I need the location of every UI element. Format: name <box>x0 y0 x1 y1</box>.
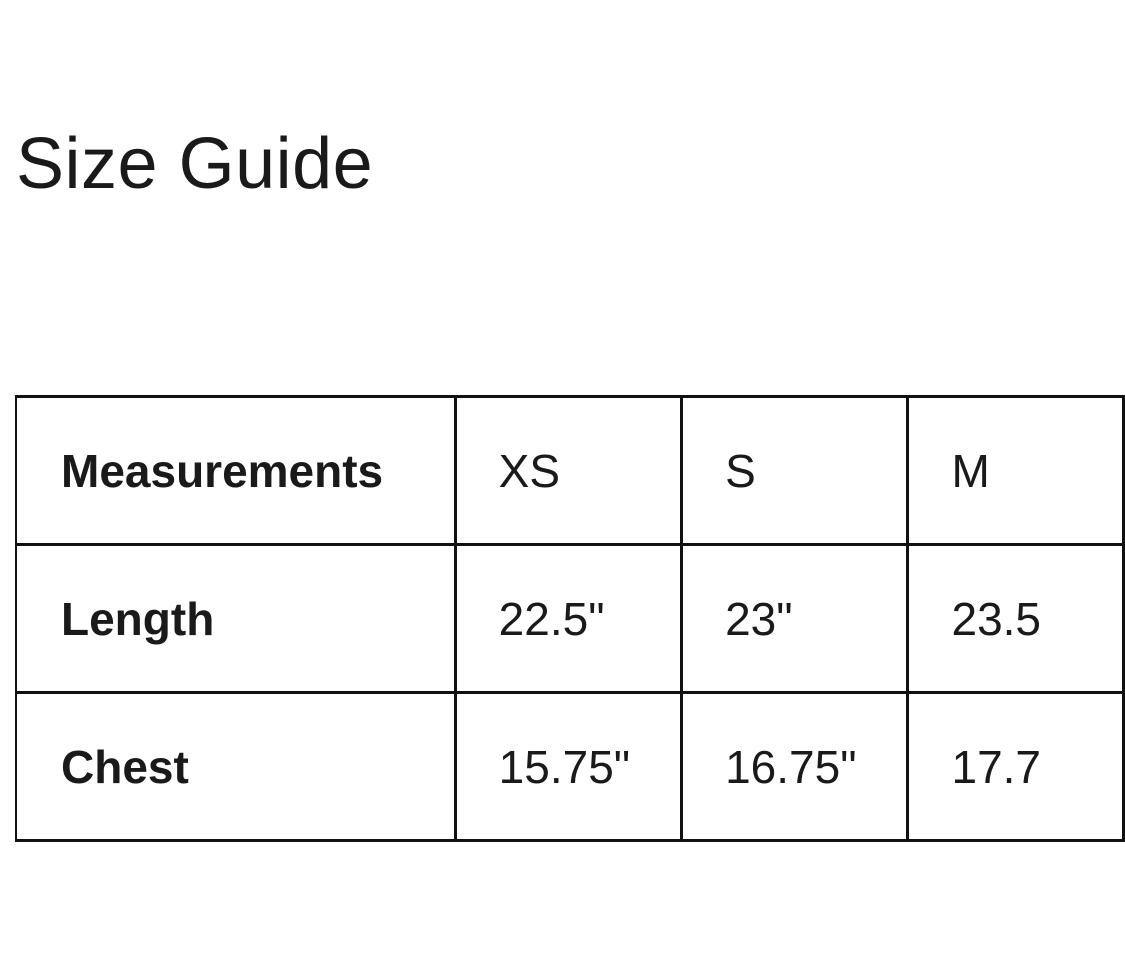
table-row-chest <box>16 693 1124 841</box>
chest-m-cell: 17.7 <box>908 693 1124 841</box>
row-label-length: Length <box>16 545 455 693</box>
length-xs-cell: 22.5" <box>455 545 681 693</box>
length-s-cell: 23" <box>682 545 908 693</box>
table-row-length <box>16 545 1124 693</box>
table-header-row <box>16 397 1124 545</box>
header-measurements: Measurements <box>16 397 455 545</box>
chest-xs-cell: 15.75" <box>455 693 681 841</box>
header-size-s: S <box>682 397 908 545</box>
header-size-m: M <box>908 397 1124 545</box>
size-table <box>15 395 1125 842</box>
row-label-chest: Chest <box>16 693 455 841</box>
length-m-cell: 23.5 <box>908 545 1124 693</box>
header-size-xs: XS <box>455 397 681 545</box>
page-title: Size Guide <box>16 124 374 204</box>
chest-s-cell: 16.75" <box>682 693 908 841</box>
